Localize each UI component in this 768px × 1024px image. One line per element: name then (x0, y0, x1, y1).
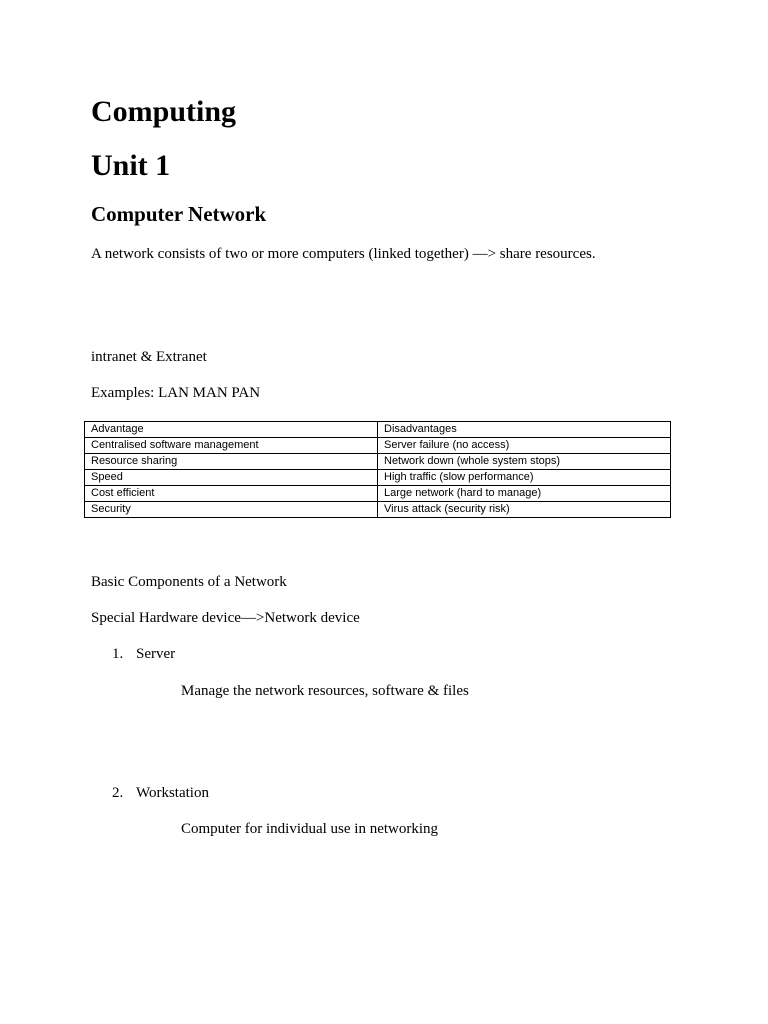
table-row (85, 502, 671, 518)
table-row (85, 454, 671, 470)
table-cell: Cost efficient (85, 486, 378, 502)
document-title: Computing (91, 95, 237, 128)
list-number: 1. (112, 646, 124, 662)
table-cell: Resource sharing (85, 454, 378, 470)
components-heading: Basic Components of a Network (91, 574, 287, 590)
table-cell: Centralised software management (85, 438, 378, 454)
table-row (85, 486, 671, 502)
table-row (85, 470, 671, 486)
advantages-table (84, 421, 671, 518)
table-cell: High traffic (slow performance) (378, 470, 671, 486)
table-cell: Large network (hard to manage) (378, 486, 671, 502)
list-description: Manage the network resources, software & files (181, 683, 469, 699)
list-label: Workstation (136, 785, 209, 801)
list-description: Computer for individual use in networking (181, 821, 439, 837)
table-cell: Security (85, 502, 378, 518)
list-number: 2. (112, 785, 124, 801)
examples-paragraph: Examples: LAN MAN PAN (91, 385, 261, 401)
table-header-cell: Advantage (85, 422, 378, 438)
section-heading: Computer Network (91, 202, 267, 226)
table-cell: Virus attack (security risk) (378, 502, 671, 518)
unit-heading: Unit 1 (91, 149, 171, 182)
table-cell: Network down (whole system stops) (378, 454, 671, 470)
table-cell: Speed (85, 470, 378, 486)
table-cell: Server failure (no access) (378, 438, 671, 454)
table-row (85, 438, 671, 454)
list-label: Server (136, 646, 176, 662)
table-header-cell: Disadvantages (378, 422, 671, 438)
intranet-paragraph: intranet & Extranet (91, 349, 207, 365)
definition-paragraph: A network consists of two or more computers (linked together) —> share resources. (91, 246, 596, 262)
table-header-row (85, 422, 671, 438)
hardware-paragraph: Special Hardware device—>Network device (91, 610, 360, 626)
